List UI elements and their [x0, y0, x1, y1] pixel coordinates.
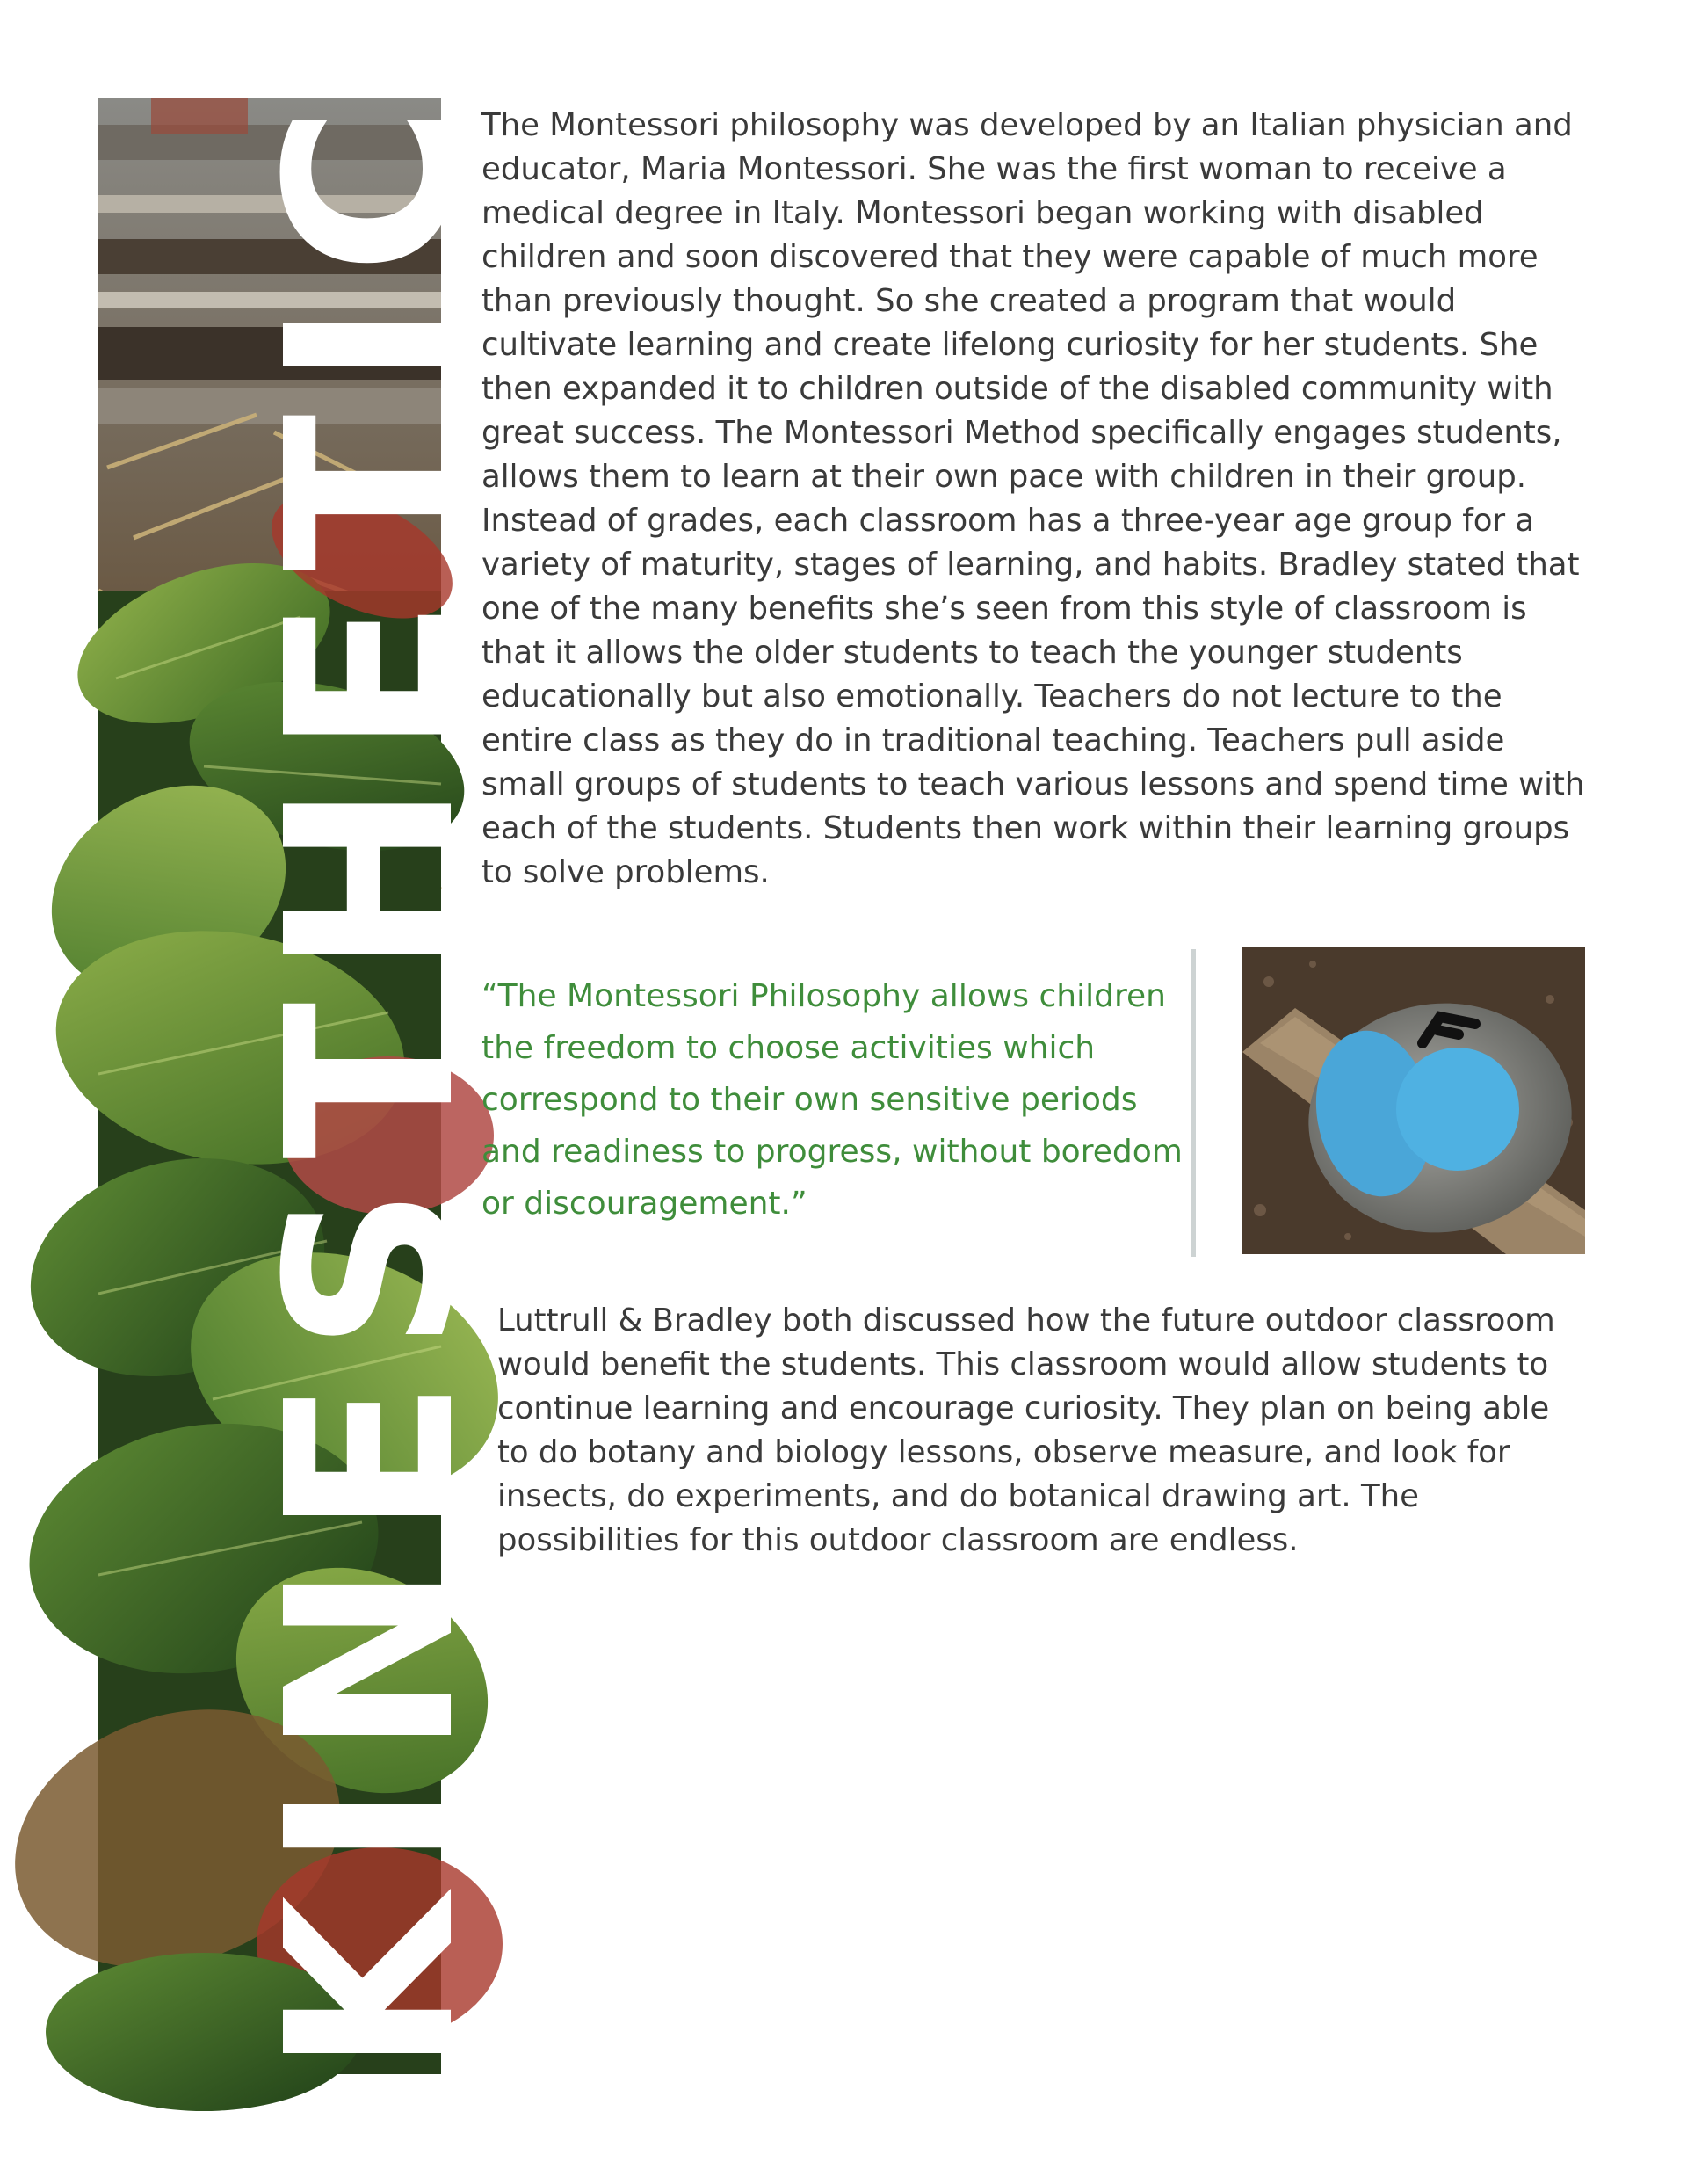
heading-letter: N — [237, 1563, 505, 1757]
heading-letter: H — [237, 782, 505, 976]
pull-quote: “The Montessori Philosophy allows children the freedom to choose activities which correspond to their own sensitive periods and readiness to progress, without boredom or discouragement.” — [481, 978, 1183, 1222]
heading-letter: I — [237, 301, 505, 388]
vertical-heading — [98, 98, 505, 2074]
heading-letter: T — [237, 1002, 505, 1159]
heading-letter: K — [237, 1895, 505, 2074]
heading-letter: E — [237, 598, 505, 756]
quote-divider — [1191, 949, 1196, 1257]
heading-letter: E — [237, 1379, 505, 1537]
painted-rock-photo — [1242, 947, 1585, 1254]
heading-letter: I — [237, 1782, 505, 1869]
heading-letter: S — [237, 1186, 505, 1353]
intro-paragraph: The Montessori philosophy was developed by an Italian physician and educator, Maria Montessori. She was the first woman to receive a medical degree in Italy. Montessori began working with disabled children and soon discovered that they were capable of much more than previously thought. So she created a program that would cultivate learning and create lifelong curiosity for her students. She then expanded it to children outside of the disabled community with great success. The Montessori Method specifically engages students, allows them to learn at their own pace with children in their group. Instead of grades, each classroom has a three-year age group for a variety of maturity, stages of learning, and habits. Bradley stated that one of the many benefits she’s seen from this style of classroom is that it allows the older students to teach the younger students educationally but also emotionally. Teachers do not lecture to the entire class as they do in traditional teaching. Teachers pull aside small groups of students to teach various lessons and spend time with each of the students. Students then work within their learning groups to solve problems. — [481, 107, 1585, 890]
leaf-photo-strip — [98, 98, 505, 2074]
heading-letter: T — [237, 414, 505, 571]
heading-letter: C — [237, 105, 505, 275]
outdoor-classroom-paragraph: Luttrull & Bradley both discussed how the future outdoor classroom would benefit the students. This classroom would allow students to continue learning and encourage curiosity. They plan on being able to do botany and biology lessons, observe measure, and look for insects, do experiments, and do botanical drawing art. The possibilities for this outdoor classroom are endless. — [497, 1302, 1555, 1558]
